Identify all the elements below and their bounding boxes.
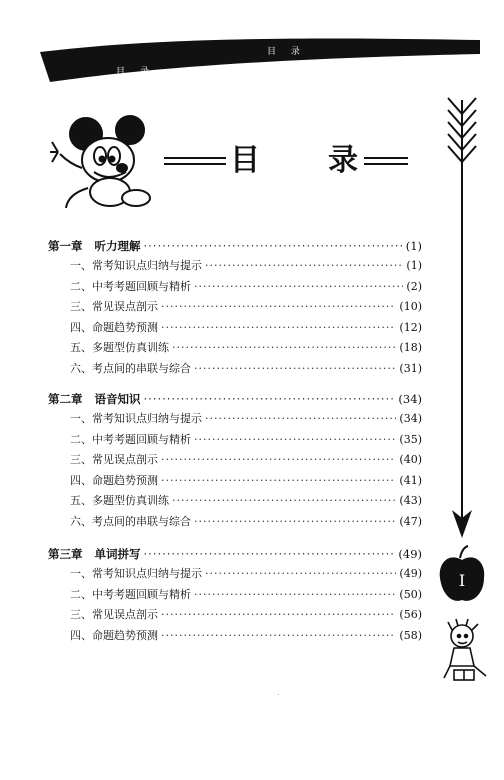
- page-number: (49): [399, 567, 422, 580]
- chapter-heading[interactable]: [48, 236, 422, 256]
- leader-dots: [161, 626, 396, 647]
- page-number: (18): [399, 341, 422, 354]
- chapter-heading[interactable]: [48, 544, 422, 564]
- leader-dots: [205, 564, 396, 585]
- leader-dots: [205, 409, 396, 430]
- entry-label: 四、命题趋势预测: [70, 320, 158, 334]
- leader-dots: [161, 605, 396, 626]
- toc-entry[interactable]: [48, 430, 422, 451]
- toc-entry[interactable]: [48, 605, 422, 626]
- kid-reading-icon: [440, 618, 490, 688]
- page-number: (40): [399, 453, 422, 466]
- leader-dots: [161, 318, 396, 339]
- leader-dots: [161, 297, 396, 318]
- leader-dots: [144, 389, 396, 409]
- toc-chapter: [48, 389, 422, 532]
- page-number: (1): [406, 259, 422, 272]
- entry-label: 二、中考考题回顾与精析: [70, 279, 191, 293]
- chapter-number: 第二章: [48, 392, 83, 406]
- chapter-heading[interactable]: [48, 389, 422, 409]
- leader-dots: [194, 512, 396, 533]
- header-banner-text: 目 录: [267, 47, 306, 57]
- chapter-title: 单词拼写: [94, 547, 141, 561]
- chapter-number: 第一章: [48, 239, 83, 253]
- page-number: (34): [399, 412, 422, 425]
- page-number: (56): [399, 608, 422, 621]
- header-banner-text: 目 录: [116, 67, 155, 77]
- toc-entry[interactable]: [48, 318, 422, 339]
- leader-dots: [161, 471, 396, 492]
- toc-entry[interactable]: [48, 626, 422, 647]
- leader-dots: [144, 544, 396, 564]
- leader-dots: [205, 256, 403, 277]
- toc-entry[interactable]: [48, 564, 422, 585]
- page-number: (35): [399, 432, 422, 446]
- page-number: (10): [399, 300, 422, 313]
- chapter-title: 听力理解: [94, 239, 141, 253]
- entry-label: 三、常见误点剖示: [70, 453, 158, 466]
- leader-dots: [194, 430, 396, 451]
- toc-entry[interactable]: [48, 491, 422, 512]
- toc-entry[interactable]: [48, 359, 422, 380]
- entry-label: 一、常考知识点归纳与提示: [70, 259, 202, 272]
- page-number: (31): [399, 361, 422, 375]
- apple-icon: [438, 544, 486, 606]
- toc-entry[interactable]: [48, 256, 422, 277]
- entry-label: 二、中考考题回顾与精析: [70, 587, 191, 601]
- entry-label: 四、命题趋势预测: [70, 473, 158, 487]
- chapter-title: 语音知识: [94, 392, 141, 406]
- toc-entry[interactable]: [48, 297, 422, 318]
- leader-dots: [194, 277, 403, 298]
- arrow-icon: [436, 92, 492, 592]
- toc-entry[interactable]: [48, 512, 422, 533]
- entry-label: 二、中考考题回顾与精析: [70, 432, 191, 446]
- toc-chapter: [48, 236, 422, 379]
- page-number: (58): [399, 628, 422, 642]
- entry-label: 五、多题型仿真训练: [70, 341, 169, 354]
- leader-dots: [194, 585, 396, 606]
- chapter-number: 第三章: [48, 547, 83, 561]
- page-number: (41): [399, 473, 422, 487]
- page-title: [160, 140, 400, 184]
- toc-entry[interactable]: [48, 409, 422, 430]
- entry-label: 四、命题趋势预测: [70, 628, 158, 642]
- toc-chapter: [48, 544, 422, 646]
- table-of-contents: [48, 236, 422, 646]
- entry-label: 一、常考知识点归纳与提示: [70, 412, 202, 425]
- leader-dots: [172, 338, 396, 359]
- mouse-mascot-icon: [48, 112, 166, 212]
- page-number: (47): [399, 514, 422, 528]
- page-number: (1): [405, 239, 422, 253]
- page-number: (2): [406, 279, 422, 293]
- page-number: (12): [399, 320, 422, 334]
- header-banner: [0, 0, 504, 90]
- entry-label: 五、多题型仿真训练: [70, 494, 169, 507]
- toc-entry[interactable]: [48, 450, 422, 471]
- apple-mark: I: [458, 571, 466, 590]
- entry-label: 三、常见误点剖示: [70, 300, 158, 313]
- scan-speck: .: [277, 688, 280, 697]
- page-title-char: 录: [328, 143, 358, 178]
- leader-dots: [172, 491, 396, 512]
- page-title-char: 目: [230, 143, 260, 178]
- toc-entry[interactable]: [48, 585, 422, 606]
- leader-dots: [161, 450, 396, 471]
- toc-entry[interactable]: [48, 471, 422, 492]
- page-number: (50): [399, 587, 422, 601]
- page-number: (34): [398, 392, 422, 406]
- entry-label: 一、常考知识点归纳与提示: [70, 567, 202, 580]
- leader-dots: [144, 236, 403, 256]
- page-number: (49): [398, 547, 422, 561]
- entry-label: 六、考点间的串联与综合: [70, 514, 191, 528]
- page-number: (43): [399, 494, 422, 507]
- toc-entry[interactable]: [48, 338, 422, 359]
- toc-entry[interactable]: [48, 277, 422, 298]
- entry-label: 六、考点间的串联与综合: [70, 361, 191, 375]
- leader-dots: [194, 359, 396, 380]
- entry-label: 三、常见误点剖示: [70, 608, 158, 621]
